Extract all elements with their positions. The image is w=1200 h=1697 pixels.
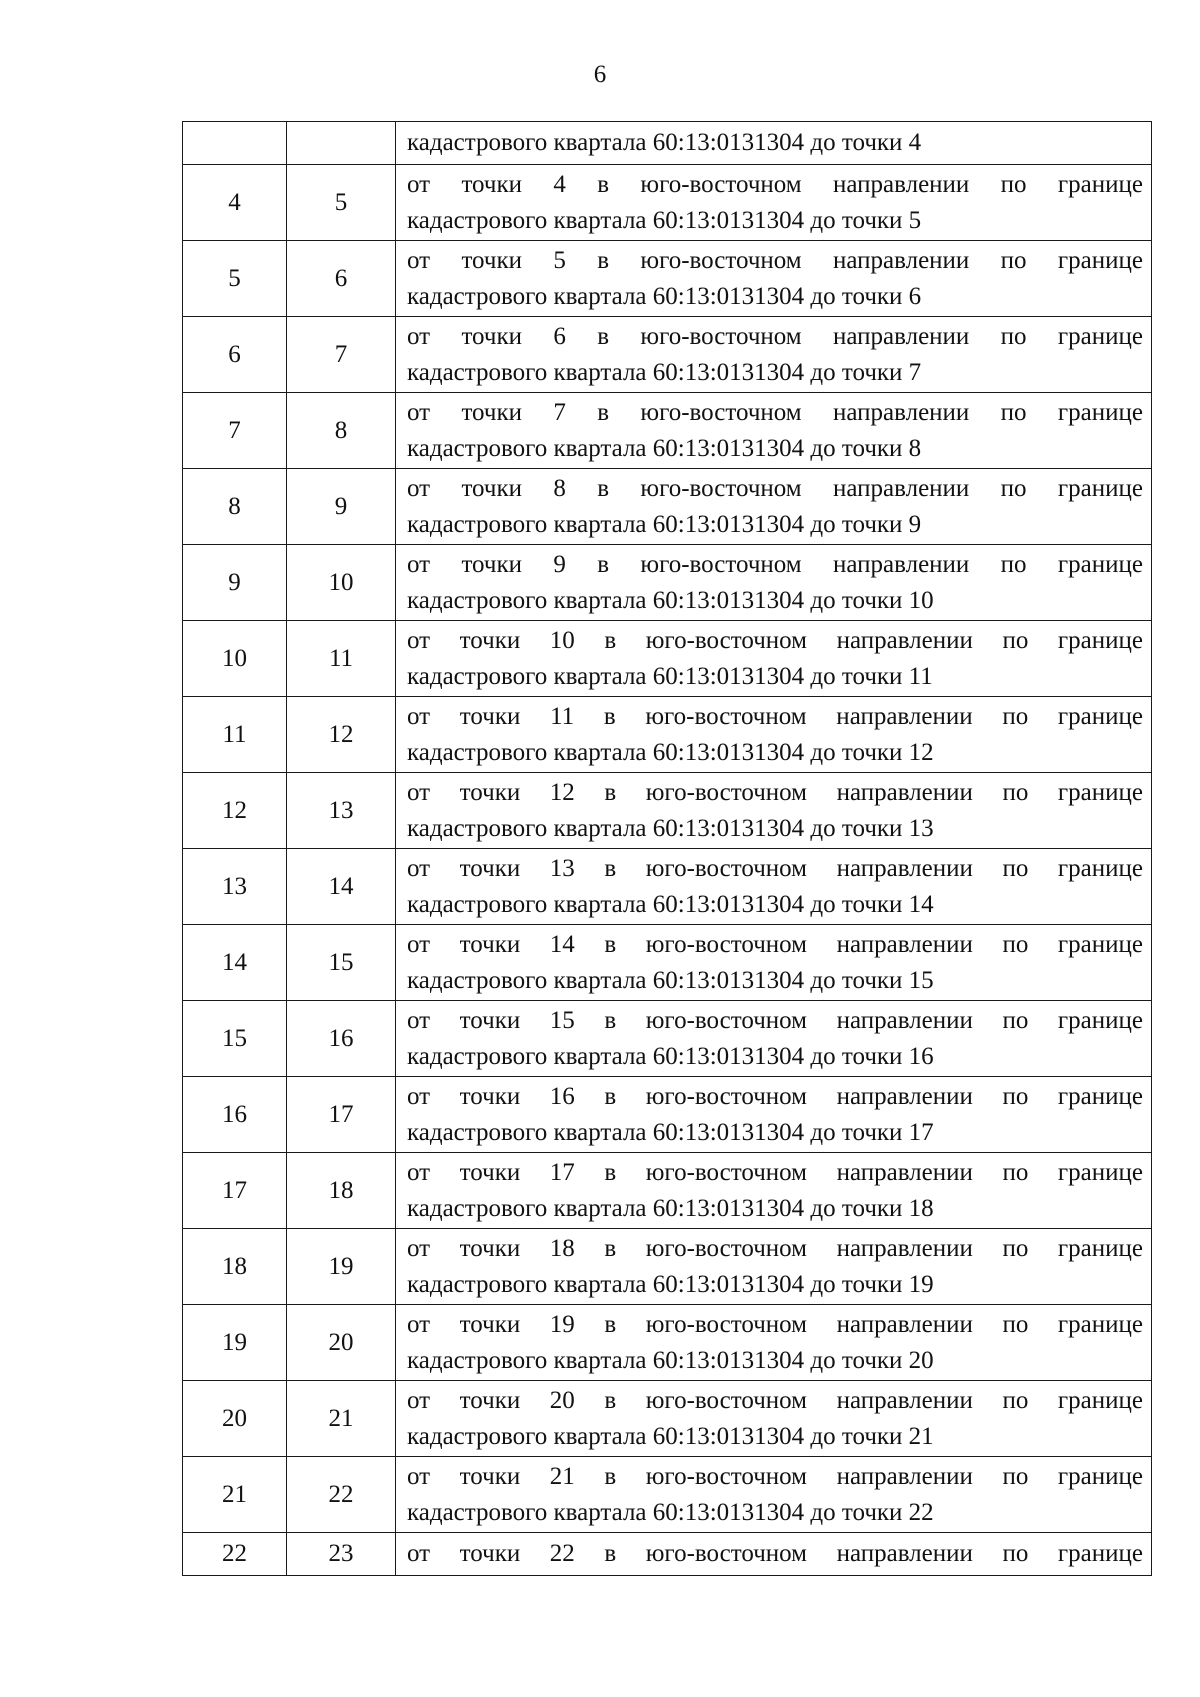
to-point-cell: 15 xyxy=(287,925,396,1001)
from-point-cell: 17 xyxy=(183,1153,287,1229)
description-line: от точки 7 в юго-восточном направлении по границе xyxy=(407,398,1143,426)
page-number: 6 xyxy=(593,61,607,88)
description-line: от точки 12 в юго-восточном направлении по границе xyxy=(407,778,1143,806)
description-line: от точки 19 в юго-восточном направлении по границе xyxy=(407,1310,1143,1338)
description-line: от точки 8 в юго-восточном направлении по границе xyxy=(407,474,1143,502)
table-row xyxy=(183,393,1152,469)
description-line: кадастрового квартала 60:13:0131304 до точки 7 xyxy=(407,358,922,386)
from-point-cell: 7 xyxy=(183,393,287,469)
description-cell xyxy=(396,393,1152,469)
description-cell xyxy=(396,1381,1152,1457)
from-point-cell: 9 xyxy=(183,545,287,621)
description-cell xyxy=(396,925,1152,1001)
description-line: от точки 15 в юго-восточном направлении по границе xyxy=(407,1006,1143,1034)
description-line: кадастрового квартала 60:13:0131304 до точки 20 xyxy=(407,1346,934,1374)
description-line: кадастрового квартала 60:13:0131304 до точки 15 xyxy=(407,966,934,994)
description-line: от точки 13 в юго-восточном направлении по границе xyxy=(407,854,1143,882)
to-point-cell: 13 xyxy=(287,773,396,849)
table-row xyxy=(183,1381,1152,1457)
to-point-cell xyxy=(287,122,396,165)
to-point-cell: 12 xyxy=(287,697,396,773)
table-row xyxy=(183,1001,1152,1077)
description-line: от точки 10 в юго-восточном направлении по границе xyxy=(407,626,1143,654)
description-line: кадастрового квартала 60:13:0131304 до точки 22 xyxy=(407,1498,934,1526)
description-cell xyxy=(396,241,1152,317)
description-cell xyxy=(396,317,1152,393)
description-line: кадастрового квартала 60:13:0131304 до точки 6 xyxy=(407,282,922,310)
description-cell xyxy=(396,1077,1152,1153)
table-row xyxy=(183,122,1152,165)
description-line: от точки 21 в юго-восточном направлении по границе xyxy=(407,1462,1143,1490)
description-line: от точки 18 в юго-восточном направлении по границе xyxy=(407,1234,1143,1262)
description-line: от точки 4 в юго-восточном направлении по границе xyxy=(407,170,1143,198)
from-point-cell: 20 xyxy=(183,1381,287,1457)
description-cell xyxy=(396,1305,1152,1381)
description-cell xyxy=(396,773,1152,849)
table-row xyxy=(183,849,1152,925)
to-point-cell: 14 xyxy=(287,849,396,925)
table-row xyxy=(183,1533,1152,1576)
to-point-cell: 20 xyxy=(287,1305,396,1381)
table-row xyxy=(183,545,1152,621)
to-point-cell: 6 xyxy=(287,241,396,317)
table-row xyxy=(183,241,1152,317)
from-point-cell: 18 xyxy=(183,1229,287,1305)
table-row xyxy=(183,469,1152,545)
description-cell xyxy=(396,849,1152,925)
from-point-cell: 6 xyxy=(183,317,287,393)
to-point-cell: 11 xyxy=(287,621,396,697)
to-point-cell: 10 xyxy=(287,545,396,621)
description-cell xyxy=(396,1533,1152,1576)
description-cell xyxy=(396,545,1152,621)
description-cell xyxy=(396,469,1152,545)
table-row xyxy=(183,773,1152,849)
description-line: кадастрового квартала 60:13:0131304 до точки 9 xyxy=(407,510,922,538)
description-line: кадастрового квартала 60:13:0131304 до точки 10 xyxy=(407,586,934,614)
to-point-cell: 19 xyxy=(287,1229,396,1305)
table-row xyxy=(183,1457,1152,1533)
from-point-cell: 16 xyxy=(183,1077,287,1153)
description-cell xyxy=(396,621,1152,697)
table-row xyxy=(183,165,1152,241)
to-point-cell: 8 xyxy=(287,393,396,469)
description-line: от точки 11 в юго-восточном направлении по границе xyxy=(407,702,1143,730)
description-line: кадастрового квартала 60:13:0131304 до точки 21 xyxy=(407,1422,934,1450)
description-line: кадастрового квартала 60:13:0131304 до точки 12 xyxy=(407,738,934,766)
description-line: кадастрового квартала 60:13:0131304 до точки 16 xyxy=(407,1042,934,1070)
from-point-cell: 12 xyxy=(183,773,287,849)
description-line: кадастрового квартала 60:13:0131304 до точки 14 xyxy=(407,890,934,918)
from-point-cell: 19 xyxy=(183,1305,287,1381)
description-line: кадастрового квартала 60:13:0131304 до точки 4 xyxy=(407,129,922,156)
from-point-cell: 13 xyxy=(183,849,287,925)
table-row xyxy=(183,1229,1152,1305)
description-line: от точки 6 в юго-восточном направлении по границе xyxy=(407,322,1143,350)
to-point-cell: 21 xyxy=(287,1381,396,1457)
description-line: кадастрового квартала 60:13:0131304 до точки 5 xyxy=(407,206,922,234)
description-cell xyxy=(396,165,1152,241)
to-point-cell: 9 xyxy=(287,469,396,545)
from-point-cell: 21 xyxy=(183,1457,287,1533)
to-point-cell: 5 xyxy=(287,165,396,241)
description-line: от точки 17 в юго-восточном направлении по границе xyxy=(407,1158,1143,1186)
description-cell xyxy=(396,1229,1152,1305)
description-line: от точки 5 в юго-восточном направлении по границе xyxy=(407,246,1143,274)
to-point-cell: 16 xyxy=(287,1001,396,1077)
from-point-cell: 15 xyxy=(183,1001,287,1077)
table-row xyxy=(183,1077,1152,1153)
description-line: от точки 9 в юго-восточном направлении по границе xyxy=(407,550,1143,578)
table-row xyxy=(183,697,1152,773)
description-line: кадастрового квартала 60:13:0131304 до точки 8 xyxy=(407,434,922,462)
from-point-cell: 22 xyxy=(183,1533,287,1576)
from-point-cell xyxy=(183,122,287,165)
description-cell xyxy=(396,1153,1152,1229)
description-line: кадастрового квартала 60:13:0131304 до точки 17 xyxy=(407,1118,934,1146)
description-line: от точки 20 в юго-восточном направлении по границе xyxy=(407,1386,1143,1414)
description-cell xyxy=(396,1001,1152,1077)
table-row xyxy=(183,621,1152,697)
description-line: от точки 22 в юго-восточном направлении по границе xyxy=(407,1540,1143,1567)
from-point-cell: 8 xyxy=(183,469,287,545)
table-row xyxy=(183,1305,1152,1381)
description-line: кадастрового квартала 60:13:0131304 до точки 19 xyxy=(407,1270,934,1298)
description-cell xyxy=(396,697,1152,773)
boundary-description-table xyxy=(182,121,1152,1576)
from-point-cell: 4 xyxy=(183,165,287,241)
description-cell xyxy=(396,1457,1152,1533)
from-point-cell: 14 xyxy=(183,925,287,1001)
table-row xyxy=(183,1153,1152,1229)
from-point-cell: 5 xyxy=(183,241,287,317)
description-line: кадастрового квартала 60:13:0131304 до точки 13 xyxy=(407,814,934,842)
description-cell xyxy=(396,122,1152,165)
description-line: кадастрового квартала 60:13:0131304 до точки 11 xyxy=(407,662,933,690)
from-point-cell: 10 xyxy=(183,621,287,697)
to-point-cell: 23 xyxy=(287,1533,396,1576)
to-point-cell: 17 xyxy=(287,1077,396,1153)
description-line: кадастрового квартала 60:13:0131304 до точки 18 xyxy=(407,1194,934,1222)
to-point-cell: 22 xyxy=(287,1457,396,1533)
description-line: от точки 14 в юго-восточном направлении по границе xyxy=(407,930,1143,958)
to-point-cell: 7 xyxy=(287,317,396,393)
description-line: от точки 16 в юго-восточном направлении по границе xyxy=(407,1082,1143,1110)
table-row xyxy=(183,925,1152,1001)
from-point-cell: 11 xyxy=(183,697,287,773)
to-point-cell: 18 xyxy=(287,1153,396,1229)
table-row xyxy=(183,317,1152,393)
